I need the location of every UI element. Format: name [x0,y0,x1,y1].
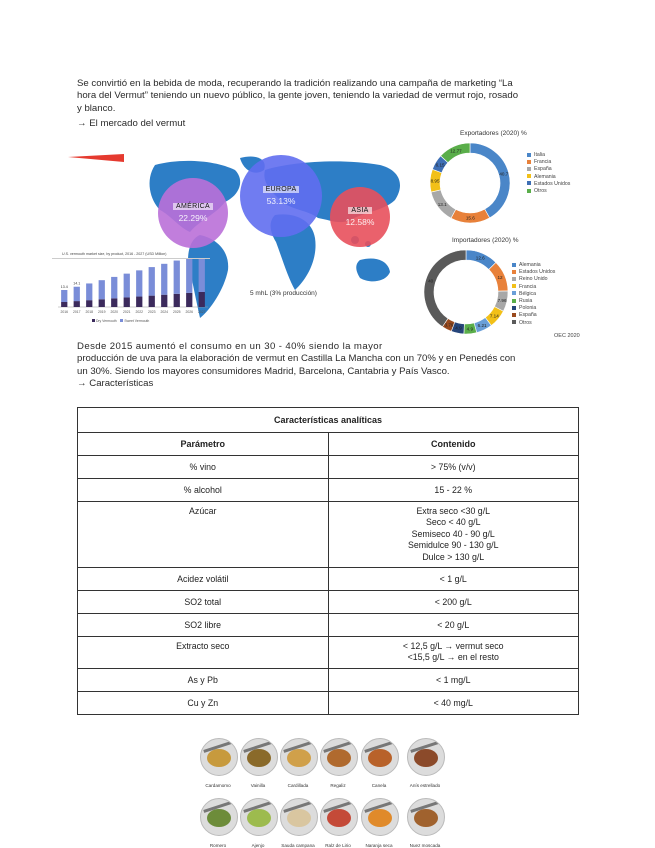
sugar-line: Extra seco <30 g/L [416,506,491,516]
importers-donut [420,246,520,338]
us-year-label: 2022 [135,310,144,314]
bubble-asia-name: ASIA [348,207,371,214]
legend-swatch [512,306,516,310]
spice-label: Ralz de Lirio [325,843,351,848]
us-vermouth-chart [52,250,210,332]
exporters-legend [527,152,570,195]
bullet-mercado: → El mercado del vermut [77,118,186,129]
spice-image [240,798,278,836]
legend-label: España [519,312,537,319]
table-row [78,668,579,691]
legend-swatch [512,270,516,274]
us-bar-dry [74,301,80,307]
spice-label: Nuez moscada [409,843,441,848]
us-bar-dry [99,299,105,307]
us-bar-dry [136,297,142,307]
content-cell: < 200 g/L [328,591,579,614]
legend-swatch [512,320,516,324]
legend-swatch [512,284,516,288]
param-cell: SO2 libre [78,614,329,637]
table-row [78,691,579,714]
exporters-slice-label: 15.6 [465,215,475,221]
legend-label: Estados Unidos [534,180,571,187]
us-bar-dry [199,292,205,307]
exporters-slice-label: 40.7 [499,171,509,177]
spice-label: Cardillada [287,783,309,788]
us-bar-sweet [149,267,155,296]
importers-slice-label: 6.21 [477,322,487,328]
spice-image [361,738,399,776]
exporters-donut [420,140,520,226]
header-contenido: Contenido [328,433,579,456]
legend-label: Estados Unidos [519,269,556,276]
oec-source: OEC 2020 [554,333,580,339]
intro-line: y blanco. [77,102,116,114]
legend-swatch [527,181,531,185]
legend-entry [527,166,570,173]
us-bar-sweet [186,259,192,293]
legend-label: Italia [534,152,545,158]
spice-label: Regaliz [330,783,346,788]
importers-slice-label: 7.14 [489,313,499,319]
spice-image [280,738,318,776]
bubble-america [158,178,228,248]
spice-image [407,798,445,836]
content-cell [328,637,579,669]
us-chart-bars [52,259,210,319]
legend-entry [527,174,570,181]
exporters-slice-label: 12.77 [450,148,462,154]
legend-label: Rusia [519,298,533,305]
param-cell: % vino [78,456,329,479]
exporters-slice [470,143,510,218]
us-year-label: 2026 [185,310,194,314]
spice-image [200,798,238,836]
importers-slice-label: 4.9 [455,325,462,331]
us-bar-sweet [74,287,80,301]
importers-slice-label: 3.79 [444,322,454,328]
importers-slice-label: 40 [428,278,434,284]
intro-paragraph [77,78,582,115]
us-bar-sweet [86,283,92,300]
exporters-slice-label: 6.15 [435,162,445,168]
content-cell [328,502,579,568]
us-bar-sweet [174,261,180,294]
us-value-label: 14.1 [73,281,81,286]
table-row [78,637,579,669]
legend-swatch [512,313,516,317]
param-cell: % alcohol [78,479,329,502]
consumo-paragraph [77,341,587,391]
legend-swatch [527,160,531,164]
spice-image [320,798,358,836]
legend-swatch [512,277,516,281]
table-row [78,502,579,568]
sugar-line: Seco < 40 g/L [425,517,481,528]
us-year-label: 2016 [60,310,69,314]
spice-dish [368,749,392,767]
spice-dish [414,809,438,827]
intro-line: hora del Vermut” teniendo un nuevo público, la gente joven, teniendo la variedad de vermut rojo, rosado [77,90,519,102]
us-bar-sweet [124,274,130,298]
legend-label: Reino Unido [519,276,548,283]
legend-entry [512,284,555,291]
intro-line: Se convirtió en la bebida de moda, recuperando la tradición realizando una campaña de marketing “La [77,78,513,89]
us-value-label: 13.4 [60,285,68,289]
spice-dish [207,749,231,767]
bubble-america-pct: 22.29% [178,213,208,223]
us-bar-dry [111,298,117,307]
legend-label: Polonia [519,305,537,312]
legend-swatch [527,153,531,157]
spice-label: Anís estrellado [409,783,441,788]
characteristics-table [77,407,579,715]
spice-dish [247,749,271,767]
legend-label: Otros [519,319,532,326]
legend-label: Bélgica [519,290,537,297]
us-year-label: 2018 [85,310,94,314]
content-cell: > 75% (v/v) [328,456,579,479]
legend-swatch [527,174,531,178]
us-year-label: 2021 [122,310,131,314]
bubble-europa-name: EUROPA [263,186,300,193]
spice-image [240,738,278,776]
legend-entry [512,320,555,327]
spice-image [407,738,445,776]
spice-dish [287,809,311,827]
us-bar-dry [86,300,92,307]
content-cell: < 40 mg/L [328,691,579,714]
legend-swatch [512,263,516,267]
spice-label: Naranja seca [365,843,393,848]
bubble-asia-pct: 12.58% [345,217,375,227]
us-bar-dry [61,302,67,307]
legend-label: España [534,166,552,173]
table-row [78,479,579,502]
extract-line: < 12,5 g/L → vermut seco [402,641,504,652]
spice-label: Canela [371,783,387,788]
table-row [78,456,579,479]
header-parametro: Parámetro [78,433,329,456]
legend-label: Otros [534,188,547,195]
us-year-label: 2020 [110,310,119,314]
us-bar-sweet [136,270,142,296]
legend-entry [512,312,555,319]
spice-image [320,738,358,776]
us-year-label: 2025 [172,310,181,314]
param-cell: SO2 total [78,591,329,614]
importers-slice-label: 12.6 [475,255,485,261]
legend-label: Francia [534,159,552,166]
legend-entry [527,181,570,188]
exporters-title: Exportadores (2020) % [460,130,527,137]
bubble-europa-pct: 53.13% [266,196,296,206]
bubble-europa [240,155,322,237]
sugar-line: Semiseco 40 - 90 g/L [411,528,495,539]
spice-dish [247,809,271,827]
importers-slice-label: 12 [497,275,503,281]
legend-dry: Dry Vermouth [95,319,117,323]
table-row [78,568,579,591]
bubble-asia [330,187,390,247]
param-cell: Acidez volátil [78,568,329,591]
table-row [78,591,579,614]
us-bar-dry [161,295,167,307]
consumo-line: producción de uva para la elaboración de vermut en Castilla La Mancha con un 70% y en Penedés con [77,353,516,365]
content-cell: < 1 g/L [328,568,579,591]
us-chart-title: U.S. vermouth market size, by product, 2016 - 2027 (USD Million) [52,250,210,259]
spice-dish [327,749,351,767]
param-cell: Cu y Zn [78,691,329,714]
bullet-caracteristicas: → Características [77,378,154,390]
content-cell: < 20 g/L [328,614,579,637]
production-label: 5 mhL (3% producción) [250,290,317,297]
bubble-america-name: AMÉRICA [173,203,213,210]
exporters-slice-label: 13.1 [437,201,447,207]
consumo-line: un 30%. Siendo los mayores consumidores Madrid, Barcelona, Cantabria y País Vasco. [77,365,450,377]
legend-label: Francia [519,283,537,290]
sugar-line: Dulce > 130 g/L [422,551,485,562]
spice-label: Vainilla [250,783,266,788]
spice-dish [368,809,392,827]
us-chart-legend [52,319,210,323]
table-caption: Características analíticas [78,408,579,433]
spice-dish [287,749,311,767]
us-year-label: 2017 [72,310,81,314]
consumo-line: Desde 2015 aumentó el consumo en un 30 - 40% siendo la mayor [77,341,383,352]
importers-slice [424,250,466,327]
table-row [78,614,579,637]
legend-swatch [527,167,531,171]
legend-entry [527,188,570,195]
us-bar-dry [124,297,130,307]
legend-entry [512,269,555,276]
us-bar-sweet [61,290,67,302]
spice-label: Ajenjo [251,843,265,848]
us-year-label: 2019 [97,310,106,314]
us-year-label: 2024 [160,310,169,314]
legend-sweet: Sweet Vermouth [124,319,150,323]
legend-entry [512,262,555,269]
legend-swatch [512,299,516,303]
param-cell: Extracto seco [78,637,329,669]
spice-label: Sauda campana [281,843,315,848]
param-cell: Azúcar [78,502,329,568]
spice-label: Romero [209,843,227,848]
legend-label: Alemania [534,173,556,180]
exporters-slice-label: 8.95 [430,178,440,184]
spice-image [200,738,238,776]
legend-entry [527,159,570,166]
importers-legend [512,262,555,327]
legend-entry [527,152,570,159]
legend-swatch [527,189,531,193]
spice-dish [327,809,351,827]
us-year-label: 2027 [197,310,206,314]
spice-dish [414,749,438,767]
us-bar-dry [174,294,180,307]
legend-entry [512,298,555,305]
us-bar-sweet [161,264,167,295]
us-bar-sweet [199,259,205,292]
extract-line: <15,5 g/L → en el resto [407,652,499,663]
legend-entry [512,291,555,298]
legend-entry [512,305,555,312]
us-bar-dry [149,296,155,307]
us-bar-sweet [111,277,117,298]
importers-slice-label: 7.96 [497,297,507,303]
spice-label: Cardamomo [205,783,231,788]
us-year-label: 2023 [147,310,156,314]
sugar-line: Semidulce 90 - 130 g/L [408,540,499,551]
legend-entry [512,276,555,283]
content-cell: 15 - 22 % [328,479,579,502]
us-bar-dry [186,293,192,307]
spice-dish [207,809,231,827]
us-bar-sweet [99,280,105,299]
param-cell: As y Pb [78,668,329,691]
content-cell: < 1 mg/L [328,668,579,691]
importers-slice-label: 4.9 [466,326,474,332]
importers-title: Importadores (2020) % [452,237,519,244]
legend-label: Alemania [519,262,541,268]
spice-image [280,798,318,836]
legend-swatch [512,291,516,295]
spice-image [361,798,399,836]
